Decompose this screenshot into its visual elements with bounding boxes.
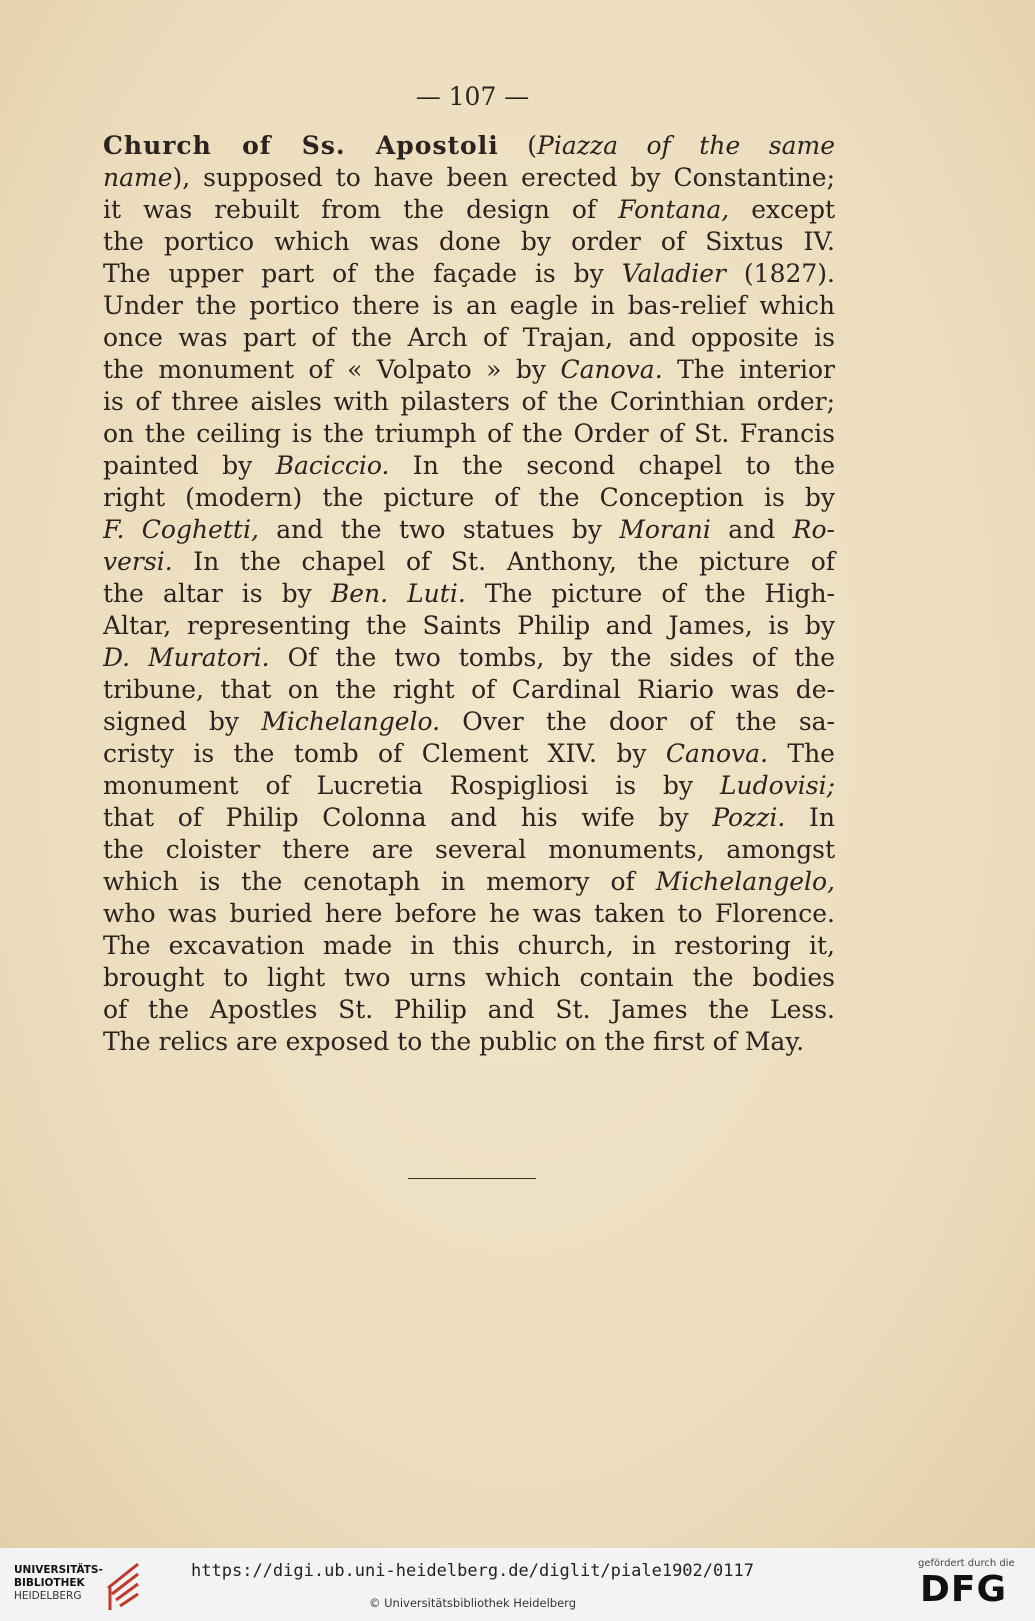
text-run: on the ceiling is the triumph of the Order of St. Francis [103, 419, 835, 448]
text-run: The upper part of the façade is by [103, 259, 622, 288]
section-heading: Church of Ss. Apostoli [103, 131, 499, 160]
library-name-line: UNIVERSITÄTS- [14, 1564, 103, 1576]
text-line [103, 770, 835, 802]
italic-name: Fontana, [618, 195, 730, 224]
text-line [103, 642, 835, 674]
text-run: ), supposed to have been erected by Constantine; [172, 163, 835, 192]
text-line [103, 802, 835, 834]
text-run: In the second chapel to the [389, 451, 835, 480]
text-run: the portico which was done by order of Sixtus IV. [103, 227, 835, 256]
text-line [103, 1026, 835, 1058]
italic-name: Ludovisi; [719, 771, 835, 800]
text-line [103, 834, 835, 866]
text-run: The [768, 739, 835, 768]
text-line [103, 258, 835, 290]
text-run: The picture of the High- [465, 579, 836, 608]
text-line [103, 962, 835, 994]
text-line [103, 898, 835, 930]
italic-name: versi. [103, 547, 173, 576]
text-line [103, 578, 835, 610]
text-line [103, 290, 835, 322]
text-line [103, 514, 835, 546]
text-run: the cloister there are several monuments, amongst [103, 835, 835, 864]
text-run: right (modern) the picture of the Conception is by [103, 483, 835, 512]
text-line [103, 450, 835, 482]
text-run: that of Philip Colonna and his wife by [103, 803, 713, 832]
text-run: and [710, 515, 793, 544]
page-number: — 107 — [415, 82, 530, 111]
text-run: Under the portico there is an eagle in bas-relief which [103, 291, 835, 320]
text-line [103, 194, 835, 226]
text-line [103, 674, 835, 706]
library-name-line: BIBLIOTHEK [14, 1577, 85, 1589]
end-rule [408, 1178, 536, 1179]
text-run: tribune, that on the right of Cardinal Riario was de- [103, 675, 835, 704]
text-run: and the two statues by [258, 515, 620, 544]
text-line [103, 418, 835, 450]
text-run: brought to light two urns which contain the bodies [103, 963, 835, 992]
funded-by-label: gefördert durch die [918, 1558, 1015, 1569]
text-run: ( [498, 131, 537, 160]
text-run: The relics are exposed to the public on the first of May. [103, 1027, 805, 1056]
text-run: who was buried here before he was taken to Florence. [103, 899, 835, 928]
italic-name: Morani [619, 515, 711, 544]
text-run: The excavation made in this church, in restoring it, [103, 931, 835, 960]
text-run: (1827). [726, 259, 835, 288]
italic-name: F. Coghetti, [103, 515, 259, 544]
italic-name: Ro- [792, 515, 835, 544]
text-line [103, 866, 835, 898]
text-run: monument of Lucretia Rospigliosi is by [103, 771, 720, 800]
text-line [103, 930, 835, 962]
text-line [103, 482, 835, 514]
italic-name: Michelangelo, [655, 867, 835, 896]
italic-name: Michelangelo. [261, 707, 441, 736]
text-line [103, 130, 835, 162]
text-line [103, 706, 835, 738]
source-url[interactable]: https://digi.ub.uni-heidelberg.de/diglit/piale1902/0117 [191, 1561, 754, 1581]
text-run: The interior [662, 355, 835, 384]
text-line [103, 386, 835, 418]
text-line [103, 226, 835, 258]
text-run: the altar is by [103, 579, 331, 608]
italic-name: Pozzi. [712, 803, 786, 832]
italic-name: D. Muratori. [103, 643, 270, 672]
italic-name: Baciccio. [275, 451, 390, 480]
library-name-line: HEIDELBERG [14, 1590, 82, 1602]
text-line [103, 322, 835, 354]
text-run: except [729, 195, 835, 224]
body-text [103, 130, 835, 1058]
text-run: In [785, 803, 835, 832]
italic-name: Canova. [665, 739, 769, 768]
italic-name: Canova. [560, 355, 663, 384]
text-run: is of three aisles with pilasters of the Corinthian order; [103, 387, 835, 416]
text-run: Altar, representing the Saints Philip and James, is by [103, 611, 835, 640]
text-run: In the chapel of St. Anthony, the picture of [172, 547, 835, 576]
text-run: cristy is the tomb of Clement XIV. by [103, 739, 666, 768]
dfg-logo: DFG [920, 1569, 1008, 1610]
footer-bar [0, 1548, 1035, 1621]
italic-name: Piazza of the same [537, 131, 835, 160]
text-run: signed by [103, 707, 262, 736]
text-line [103, 162, 835, 194]
text-line [103, 546, 835, 578]
text-run: it was rebuilt from the design of [103, 195, 619, 224]
text-run: Over the door of the sa- [440, 707, 835, 736]
text-line [103, 610, 835, 642]
text-line [103, 738, 835, 770]
text-run: once was part of the Arch of Trajan, and opposite is [103, 323, 835, 352]
text-run: of the Apostles St. Philip and St. James the Less. [103, 995, 835, 1024]
italic-name: Valadier [621, 259, 726, 288]
text-line [103, 354, 835, 386]
text-run: the monument of « Volpato » by [103, 355, 561, 384]
copyright-text: © Universitätsbibliothek Heidelberg [368, 1596, 576, 1610]
text-run: which is the cenotaph in memory of [103, 867, 656, 896]
text-line [103, 994, 835, 1026]
text-run: painted by [103, 451, 276, 480]
italic-name: name [103, 163, 173, 192]
text-run: Of the two tombs, by the sides of the [269, 643, 836, 672]
italic-name: Ben. Luti. [330, 579, 466, 608]
